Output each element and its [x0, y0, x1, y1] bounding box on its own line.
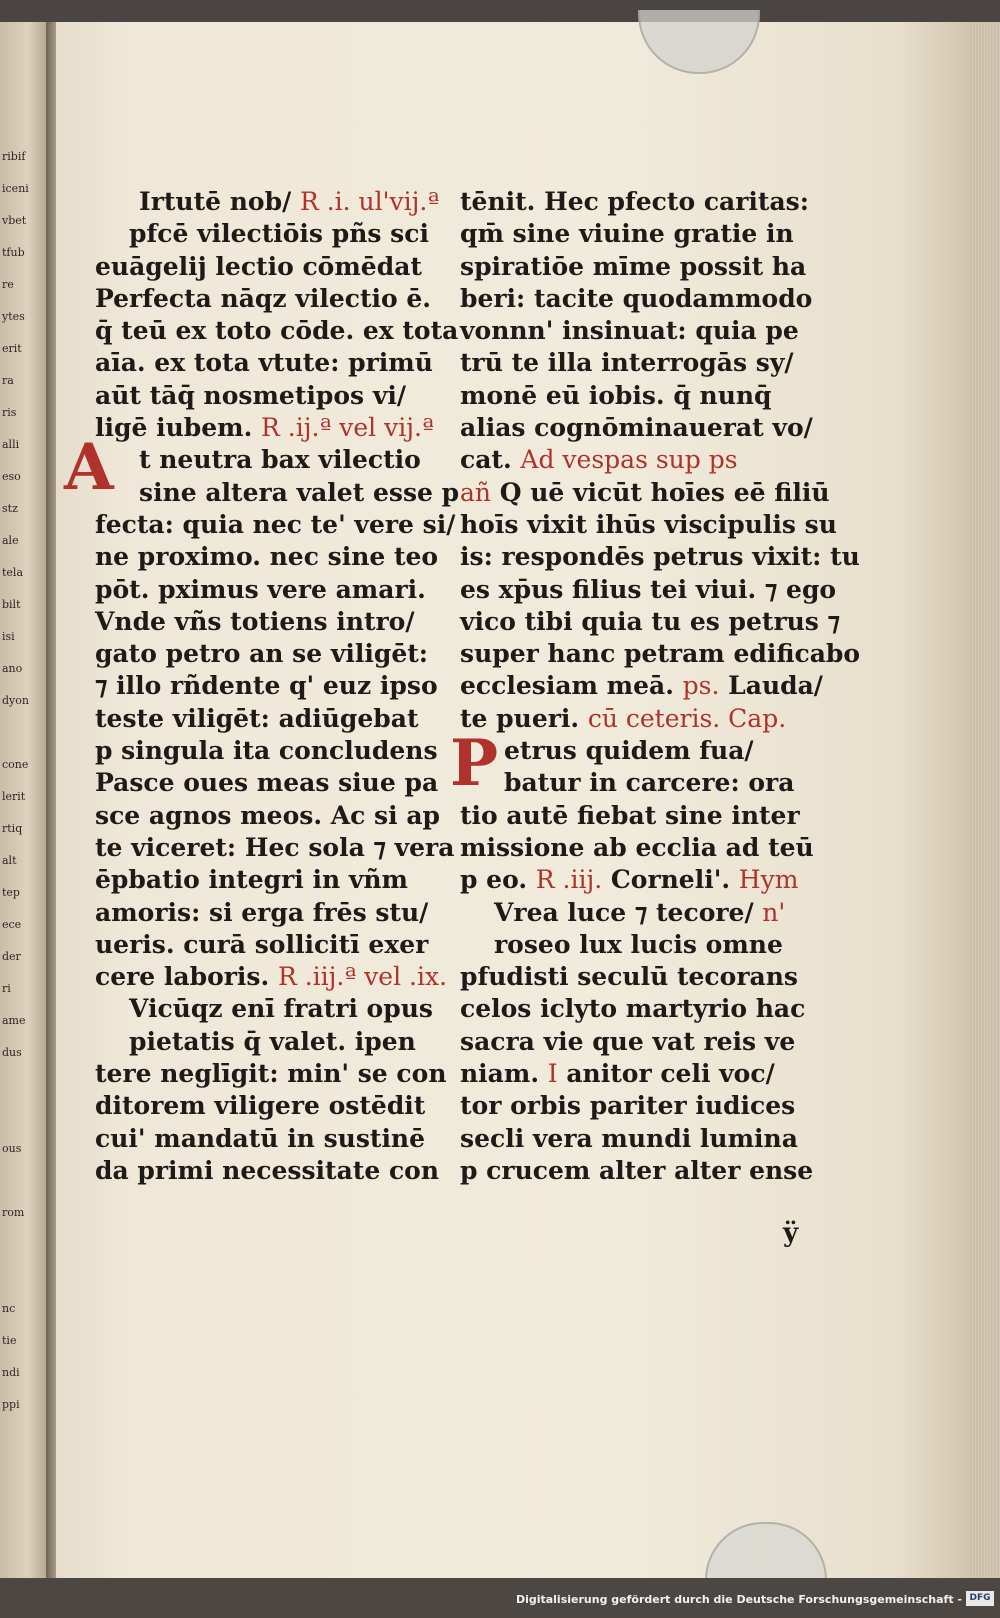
line-text: aūt tāq̄ nosmetipos vi/ [95, 380, 406, 410]
line-text: ecclesiam meā. [460, 671, 674, 701]
line-text: euāgelij lectio cōmēdat [95, 251, 422, 281]
line-text: sine altera valet esse p [139, 477, 460, 507]
line-text: Q uē vicūt hoīes eē filiū [499, 477, 830, 507]
text-line [95, 574, 459, 606]
text-line [460, 444, 860, 476]
text-line [95, 993, 459, 1025]
rubric-text: ps. [682, 671, 720, 701]
line-text: es xp̄us filius tei viui. ⁊ ego [460, 574, 837, 604]
text-line [95, 897, 459, 929]
facing-page-fragment: tela [2, 566, 24, 579]
line-text: ne proximo. nec sine teo [95, 542, 439, 572]
facing-page-fragment: iceni [2, 182, 29, 195]
facing-page-fragment: rtiq [2, 822, 23, 835]
facing-page-fragment: erit [2, 342, 22, 355]
facing-page-fragment: ppi [2, 1398, 20, 1411]
line-text: Perfecta nāqz vilectio ē. [95, 283, 431, 313]
line-text: secli vera mundi lumina [460, 1123, 798, 1153]
initial-left: A [64, 430, 114, 505]
facing-page-fragment [2, 1174, 32, 1188]
line-text: t neutra bax vilectio [139, 445, 421, 475]
line-text: trū te illa interrogās sy/ [460, 348, 794, 378]
text-line [460, 767, 860, 799]
text-line [95, 444, 459, 476]
scan-top-background [0, 0, 1000, 22]
facing-page-fragment: tfub [2, 246, 25, 259]
line-text: niam. [460, 1059, 540, 1089]
catchword: ÿ [783, 1218, 799, 1248]
text-line [95, 283, 459, 315]
line-text: cui' mandatū in sustinē [95, 1123, 426, 1153]
text-line [460, 735, 860, 767]
text-line [95, 509, 459, 541]
line-text: tere neglīgit: min' se con [95, 1059, 447, 1089]
text-line [460, 477, 860, 509]
text-line [460, 864, 860, 896]
facing-page-fragment: nc [2, 1302, 16, 1315]
facing-page-fragment: alli [2, 438, 20, 451]
line-text: tēnit. Hec pfecto caritas: [460, 187, 809, 216]
text-line [95, 347, 459, 379]
text-line [95, 606, 459, 638]
line-text: tio autē fiebat sine inter [460, 800, 800, 830]
text-line [95, 961, 459, 993]
line-text: pfudisti seculū tecorans [460, 962, 798, 992]
facing-page-fragment: lerit [2, 790, 26, 803]
line-text: cat. [460, 445, 512, 475]
text-line [460, 703, 860, 735]
text-line [460, 347, 860, 379]
text-line [460, 218, 860, 250]
facing-page-fragment [2, 1110, 32, 1124]
text-line [460, 606, 860, 638]
text-line [95, 1026, 459, 1058]
line-text: ligē iubem. [95, 413, 253, 443]
rubric-text: R .i. ul'vij.ª [299, 187, 440, 216]
text-line [460, 832, 860, 864]
text-line [95, 1090, 459, 1122]
facing-page-fragment: ame [2, 1014, 26, 1027]
line-text: celos iclyto martyrio hac [460, 994, 806, 1024]
rubric-text: I [547, 1059, 558, 1089]
line-text: p eo. [460, 865, 528, 895]
rubric-text: R .ij.ª vel vij.ª [261, 413, 434, 443]
facing-page-fragment: ris [2, 406, 17, 419]
line-text: Pasce oues meas siue pa [95, 768, 439, 798]
book-gutter [46, 22, 56, 1578]
rubric-text: R .iij.ª vel .ix. [277, 962, 448, 992]
rubric-text: R .iij. [535, 865, 603, 895]
text-line [460, 574, 860, 606]
line-text: cere laboris. [95, 962, 270, 992]
line-text: te viceret: Hec sola ⁊ vera [95, 832, 455, 862]
line-text: amoris: si erga frēs stu/ [95, 897, 429, 927]
text-line [460, 283, 860, 315]
text-line [95, 638, 459, 670]
text-line [95, 477, 459, 509]
rubric-text: cū ceteris. Cap. [587, 703, 787, 733]
text-line [95, 767, 459, 799]
text-line [460, 186, 860, 218]
line-text: da primi necessitate con [95, 1155, 440, 1185]
text-line [95, 929, 459, 961]
text-line [95, 1123, 459, 1155]
text-line [460, 509, 860, 541]
facing-page-fragment [2, 1270, 32, 1284]
line-text: monē eū iobis. q̄ nunq̄ [460, 380, 772, 410]
line-text: roseo lux lucis omne [494, 929, 783, 959]
line-text: etrus quidem fua/ [504, 736, 754, 766]
line-text: hoīs vixit ihūs viscipulis su [460, 509, 837, 539]
facing-page-fragment [2, 1078, 32, 1092]
line-text: is: respondēs petrus vixit: tu [460, 542, 860, 572]
line-text: ⁊ illo rñdente q' euz ipso [95, 671, 438, 701]
rubric-text: Ad vespas sup ps [520, 445, 738, 475]
line-text: qm̄ sine viuine gratie in [460, 219, 794, 249]
text-line [95, 800, 459, 832]
text-line [95, 315, 459, 347]
line-text: fecta: quia nec te' vere si/ [95, 509, 456, 539]
line-text: pfcē vilectiōis pñs sci [129, 219, 429, 249]
text-line [95, 1155, 459, 1187]
facing-page-fragment: rom [2, 1206, 25, 1219]
line-text: spiratiōe mīme possit ha [460, 251, 807, 281]
facing-page-fragment: bilt [2, 598, 21, 611]
rubric-prefix: añ [460, 477, 492, 507]
line-text: te pueri. [460, 703, 580, 733]
line-text: beri: tacite quodammodo [460, 283, 813, 313]
line-text: Vnde vñs totiens intro/ [95, 606, 415, 636]
text-line [95, 412, 459, 444]
line-text: sacra vie que vat reis ve [460, 1026, 796, 1056]
text-line [460, 961, 860, 993]
facing-page-fragment: alt [2, 854, 17, 867]
line-text: ēpbatio integri in vñm [95, 865, 409, 895]
facing-page-fragment: cone [2, 758, 29, 771]
facing-page-fragment: ri [2, 982, 11, 995]
line-text: ditorem viligere ostēdit [95, 1091, 426, 1121]
text-line [460, 1123, 860, 1155]
line-text: super hanc petram edificabo [460, 639, 861, 669]
text-line [460, 1058, 860, 1090]
line-text-after: Corneli'. [610, 865, 731, 895]
facing-page-fragment: ano [2, 662, 23, 675]
text-line [460, 670, 860, 702]
line-text: p singula ita concludens [95, 736, 438, 766]
page-edges [968, 22, 1000, 1578]
line-text: pietatis q̄ valet. ipen [129, 1026, 416, 1056]
line-text: Irtutē nob/ [139, 187, 292, 216]
line-text: sce agnos meos. Ac si ap [95, 800, 441, 830]
facing-page-fragment: ribif [2, 150, 26, 163]
line-text: Vrea luce ⁊ tecore/ [494, 897, 754, 927]
facing-page-fragment: stz [2, 502, 18, 515]
text-line [460, 638, 860, 670]
text-line [95, 186, 459, 218]
line-text-after: Lauda/ [728, 671, 823, 701]
text-line [95, 218, 459, 250]
rubric-text: n' [762, 897, 786, 927]
text-line [460, 929, 860, 961]
line-text: batur in carcere: ora [504, 768, 795, 798]
line-text: missione ab ecclia ad teū [460, 832, 814, 862]
facing-page-fragment: vbet [2, 214, 27, 227]
line-text: vico tibi quia tu es petrus ⁊ [460, 606, 841, 636]
text-line [460, 251, 860, 283]
text-line [460, 1155, 860, 1187]
text-line [460, 412, 860, 444]
line-text: ueris. curā sollicitī exer [95, 929, 429, 959]
text-line [460, 800, 860, 832]
facing-page-fragment: dus [2, 1046, 22, 1059]
text-line [95, 703, 459, 735]
facing-page-fragment: isi [2, 630, 15, 643]
facing-page-fragment: ndi [2, 1366, 20, 1379]
text-line [95, 1058, 459, 1090]
line-text: Vicūqz enī fratri opus [129, 994, 433, 1024]
text-line [460, 315, 860, 347]
facing-page-fragment: ra [2, 374, 14, 387]
line-text: alias cognōminauerat vo/ [460, 413, 813, 443]
line-text: p crucem alter alter ense [460, 1155, 814, 1185]
text-line [95, 380, 459, 412]
facing-page-fragment: ous [2, 1142, 22, 1155]
rubric-text: Hym [738, 865, 799, 895]
line-text: vonnn' insinuat: quia pe [460, 316, 799, 346]
text-line [95, 864, 459, 896]
line-text: teste viligēt: adiūgebat [95, 703, 419, 733]
line-text: gato petro an se viligēt: [95, 639, 429, 669]
facing-page-fragment: der [2, 950, 21, 963]
facing-page-fragment: ece [2, 918, 22, 931]
line-text: q̄ teū ex toto cōde. ex tota [95, 316, 459, 346]
facing-page-fragment: re [2, 278, 14, 291]
text-line [95, 541, 459, 573]
text-line [460, 897, 860, 929]
facing-page-fragment [2, 1238, 32, 1252]
line-text: pōt. pximus vere amari. [95, 574, 426, 604]
facing-page-fragment: ale [2, 534, 19, 547]
right-text-column [460, 186, 860, 1187]
footer-credit: Digitalisierung gefördert durch die Deutsche Forschungsgemeinschaft - [515, 1593, 962, 1606]
facing-page-fragment [2, 726, 32, 740]
text-line [460, 541, 860, 573]
facing-page-fragment: ytes [2, 310, 25, 323]
initial-right: P [450, 726, 499, 801]
facing-page-fragment: dyon [2, 694, 29, 707]
text-line [460, 993, 860, 1025]
text-line [95, 832, 459, 864]
dfg-logo: DFG [966, 1591, 994, 1606]
left-text-column [95, 186, 459, 1187]
text-line [95, 670, 459, 702]
text-line [460, 380, 860, 412]
line-text: aīa. ex tota vtute: primū [95, 348, 433, 378]
line-text-after: anitor celi voc/ [566, 1059, 775, 1089]
text-line [95, 735, 459, 767]
facing-page-edge [0, 22, 46, 1578]
line-text: tor orbis pariter iudices [460, 1091, 796, 1121]
facing-page-fragment: tie [2, 1334, 17, 1347]
text-line [460, 1090, 860, 1122]
facing-page-fragment: eso [2, 470, 21, 483]
text-line [460, 1026, 860, 1058]
facing-page-fragment: tep [2, 886, 20, 899]
text-line [95, 251, 459, 283]
